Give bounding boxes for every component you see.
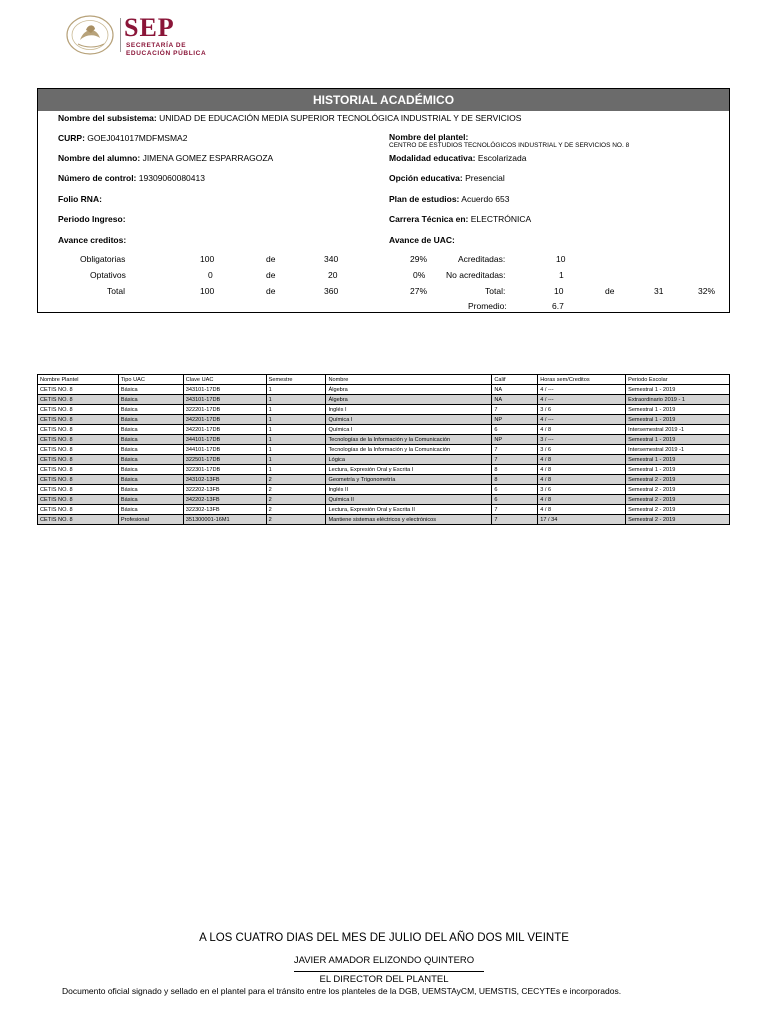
table-cell: Química I xyxy=(326,425,492,435)
table-cell: Semestral 1 - 2019 xyxy=(626,435,730,445)
signer-role: EL DIRECTOR DEL PLANTEL xyxy=(319,974,449,985)
plan-label: Plan de estudios: xyxy=(389,194,460,204)
table-cell: Semestral 2 - 2019 xyxy=(626,475,730,485)
table-cell: 342201-17DB xyxy=(183,415,266,425)
table-cell: 2 xyxy=(266,475,326,485)
periodo-field xyxy=(58,214,126,224)
table-cell: Básica xyxy=(118,405,183,415)
table-cell: 1 xyxy=(266,395,326,405)
table-cell: Álgebra xyxy=(326,385,492,395)
column-header: Horas sem/Creditos xyxy=(538,375,626,385)
table-header-row xyxy=(38,375,730,385)
table-row xyxy=(38,465,730,475)
table-cell: Química I xyxy=(326,415,492,425)
table-cell: 322202-13FB xyxy=(183,485,266,495)
control-label: Número de control: xyxy=(58,173,137,183)
table-cell: 4 / 8 xyxy=(538,465,626,475)
credits-row-value: 100 xyxy=(200,254,215,264)
table-row xyxy=(38,445,730,455)
table-body xyxy=(38,385,730,525)
table-cell: 3 / --- xyxy=(538,435,626,445)
table-cell: Tecnologías de la Información y la Comunicación xyxy=(326,435,492,445)
table-cell: Geometría y Trigonometría xyxy=(326,475,492,485)
table-cell: CETIS NO. 8 xyxy=(38,415,119,425)
table-cell: 6 xyxy=(492,425,538,435)
carrera-value: ELECTRÓNICA xyxy=(470,214,532,224)
promedio-value: 6.7 xyxy=(552,301,564,311)
table-cell: 4 / --- xyxy=(538,415,626,425)
table-cell: CETIS NO. 8 xyxy=(38,435,119,445)
table-cell: Intersemestral 2019 -1 xyxy=(626,425,730,435)
table-cell: CETIS NO. 8 xyxy=(38,505,119,515)
table-cell: Básica xyxy=(118,385,183,395)
sep-logo xyxy=(64,14,234,56)
carrera-label: Carrera Técnica en: xyxy=(389,214,469,224)
credits-row-pct: 29% xyxy=(410,254,428,264)
table-cell: 351300001-16M1 xyxy=(183,515,266,525)
opcion-field xyxy=(389,173,505,183)
table-cell: Semestral 1 - 2019 xyxy=(626,415,730,425)
table-cell: Química II xyxy=(326,495,492,505)
table-cell: 7 xyxy=(492,505,538,515)
folio-label: Folio RNA: xyxy=(58,194,102,204)
table-cell: Lectura, Expresión Oral y Escrita II xyxy=(326,505,492,515)
table-cell: Básica xyxy=(118,425,183,435)
table-row xyxy=(38,425,730,435)
table-cell: 342202-13FB xyxy=(183,495,266,505)
logo-subtitle-line-2: EDUCACIÓN PÚBLICA xyxy=(126,49,207,57)
credits-row-label: Optativos xyxy=(90,270,126,280)
table-row xyxy=(38,455,730,465)
table-cell: CETIS NO. 8 xyxy=(38,405,119,415)
curp-value: GOEJ041017MDFMSMA2 xyxy=(87,133,188,143)
modalidad-label: Modalidad educativa: xyxy=(389,153,476,163)
uac-row-value: 10 xyxy=(554,286,564,296)
table-cell: Extraordinario 2019 - 1 xyxy=(626,395,730,405)
credits-row-de: de xyxy=(266,286,276,296)
opcion-value: Presencial xyxy=(465,173,505,183)
table-cell: 1 xyxy=(266,455,326,465)
table-cell: Intersemestral 2019 -1 xyxy=(626,445,730,455)
table-cell: 322302-13FB xyxy=(183,505,266,515)
table-cell: 3 / 6 xyxy=(538,445,626,455)
table-cell: CETIS NO. 8 xyxy=(38,495,119,505)
uac-row-value: 10 xyxy=(556,254,566,264)
table-cell: Básica xyxy=(118,455,183,465)
column-header: Clave UAC xyxy=(183,375,266,385)
curp-label: CURP: xyxy=(58,133,85,143)
table-cell: Semestral 2 - 2019 xyxy=(626,485,730,495)
column-header: Nombre xyxy=(326,375,492,385)
table-cell: Semestral 2 - 2019 xyxy=(626,505,730,515)
table-cell: 7 xyxy=(492,515,538,525)
table-cell: CETIS NO. 8 xyxy=(38,445,119,455)
table-row xyxy=(38,475,730,485)
credits-row-label: Obligatorias xyxy=(80,254,126,264)
table-cell: 4 / 8 xyxy=(538,495,626,505)
table-cell: Semestral 1 - 2019 xyxy=(626,405,730,415)
table-cell: 1 xyxy=(266,405,326,415)
column-header: Nombre Plantel xyxy=(38,375,119,385)
carrera-field xyxy=(389,214,531,224)
opcion-label: Opción educativa: xyxy=(389,173,463,183)
uac-row-label: Total: xyxy=(485,286,506,296)
uac-row-de: de xyxy=(605,286,615,296)
table-cell: 1 xyxy=(266,445,326,455)
table-cell: CETIS NO. 8 xyxy=(38,455,119,465)
avance-uac-label: Avance de UAC: xyxy=(389,235,455,245)
table-cell: 2 xyxy=(266,505,326,515)
table-row xyxy=(38,435,730,445)
table-cell: 1 xyxy=(266,385,326,395)
credits-row-total: 360 xyxy=(324,286,339,296)
table-cell: Tecnologías de la Información y la Comunicación xyxy=(326,445,492,455)
issue-date: A LOS CUATRO DIAS DEL MES DE JULIO DEL AÑO DOS MIL VEINTE xyxy=(199,932,569,944)
table-cell: 4 / --- xyxy=(538,385,626,395)
table-cell: 17 / 34 xyxy=(538,515,626,525)
credits-row-de: de xyxy=(266,270,276,280)
table-row xyxy=(38,385,730,395)
table-cell: 7 xyxy=(492,455,538,465)
table-cell: CETIS NO. 8 xyxy=(38,385,119,395)
column-header: Periodo Escolar xyxy=(626,375,730,385)
plan-value: Acuerdo 653 xyxy=(461,194,510,204)
table-cell: NP xyxy=(492,415,538,425)
table-cell: Básica xyxy=(118,505,183,515)
table-row xyxy=(38,395,730,405)
mexican-coat-of-arms-icon xyxy=(64,14,118,56)
table-cell: 3 / 6 xyxy=(538,405,626,415)
credits-row-label: Total xyxy=(107,286,125,296)
signature-line xyxy=(294,971,484,972)
table-cell: NA xyxy=(492,385,538,395)
table-cell: 322201-17DB xyxy=(183,405,266,415)
table-cell: 343101-17DB xyxy=(183,385,266,395)
table-cell: Semestral 2 - 2019 xyxy=(626,495,730,505)
credits-row-pct: 27% xyxy=(410,286,428,296)
credits-row-total: 20 xyxy=(328,270,338,280)
uac-row-total: 31 xyxy=(654,286,664,296)
table-cell: 8 xyxy=(492,465,538,475)
table-cell: 7 xyxy=(492,445,538,455)
table-cell: CETIS NO. 8 xyxy=(38,475,119,485)
credits-row-total: 340 xyxy=(324,254,339,264)
plantel-field xyxy=(389,132,468,142)
table-row xyxy=(38,495,730,505)
table-cell: Profesional xyxy=(118,515,183,525)
table-cell: Semestral 2 - 2019 xyxy=(626,515,730,525)
control-value: 19309060080413 xyxy=(138,173,205,183)
table-row xyxy=(38,415,730,425)
table-cell: Básica xyxy=(118,475,183,485)
table-cell: 7 xyxy=(492,405,538,415)
table-cell: 2 xyxy=(266,515,326,525)
academic-record-box xyxy=(37,88,730,313)
logo-subtitle-line-1: SECRETARÍA DE xyxy=(126,42,187,49)
table-cell: 2 xyxy=(266,495,326,505)
avance-creditos-label: Avance creditos: xyxy=(58,235,127,245)
plantel-label: Nombre del plantel: xyxy=(389,132,469,142)
column-header: Semestre xyxy=(266,375,326,385)
credits-row-value: 0 xyxy=(208,270,213,280)
table-cell: CETIS NO. 8 xyxy=(38,425,119,435)
table-cell: Álgebra xyxy=(326,395,492,405)
table-row xyxy=(38,515,730,525)
table-cell: Básica xyxy=(118,445,183,455)
table-cell: Semestral 1 - 2019 xyxy=(626,385,730,395)
periodo-label: Periodo Ingreso: xyxy=(58,214,126,224)
record-title: HISTORIAL ACADÉMICO xyxy=(38,89,729,111)
table-cell: Básica xyxy=(118,435,183,445)
table-cell: 344101-17DB xyxy=(183,445,266,455)
table-cell: Semestral 1 - 2019 xyxy=(626,465,730,475)
table-row xyxy=(38,485,730,495)
table-cell: NA xyxy=(492,395,538,405)
table-cell: 2 xyxy=(266,485,326,495)
plan-field xyxy=(389,194,509,204)
table-cell: 343101-17DB xyxy=(183,395,266,405)
table-cell: Básica xyxy=(118,465,183,475)
legal-note: Documento oficial signado y sellado en el plantel para el tránsito entre los planteles de la DGB, UEMSTAyCM, UEMSTIS, CECYTEs e incorporados. xyxy=(62,986,622,996)
uac-row-label: No acreditadas: xyxy=(446,270,506,280)
curp-field xyxy=(58,133,187,143)
table-cell: 343102-13FB xyxy=(183,475,266,485)
subjects-table xyxy=(37,374,730,525)
table-cell: 322301-17DB xyxy=(183,465,266,475)
table-cell: 1 xyxy=(266,465,326,475)
table-cell: CETIS NO. 8 xyxy=(38,395,119,405)
table-cell: 342201-17DB xyxy=(183,425,266,435)
table-cell: CETIS NO. 8 xyxy=(38,465,119,475)
table-cell: Mantiene sistemas eléctricos y electrónicos xyxy=(326,515,492,525)
subsistema-field xyxy=(58,113,521,123)
table-cell: 1 xyxy=(266,415,326,425)
uac-row-label: Acreditadas: xyxy=(458,254,506,264)
column-header: Calif xyxy=(492,375,538,385)
table-row xyxy=(38,405,730,415)
table-cell: 1 xyxy=(266,435,326,445)
table-cell: 6 xyxy=(492,485,538,495)
logo-title: SEP xyxy=(124,13,175,42)
plantel-value: CENTRO DE ESTUDIOS TECNOLÓGICOS INDUSTRIAL Y DE SERVICIOS NO. 8 xyxy=(389,142,630,149)
table-cell: 4 / 8 xyxy=(538,475,626,485)
table-cell: Básica xyxy=(118,495,183,505)
credits-row-pct: 0% xyxy=(413,270,426,280)
logo-divider xyxy=(120,18,121,52)
alumno-label: Nombre del alumno: xyxy=(58,153,141,163)
alumno-field xyxy=(58,153,273,163)
table-cell: 3 / 6 xyxy=(538,485,626,495)
uac-row-value: 1 xyxy=(559,270,564,280)
table-cell: 4 / --- xyxy=(538,395,626,405)
table-cell: Lógica xyxy=(326,455,492,465)
uac-row-pct: 32% xyxy=(698,286,716,296)
table-cell: 322501-17DB xyxy=(183,455,266,465)
table-cell: CETIS NO. 8 xyxy=(38,515,119,525)
column-header: Tipo UAC xyxy=(118,375,183,385)
table-cell: Lectura, Expresión Oral y Escrita I xyxy=(326,465,492,475)
table-cell: Básica xyxy=(118,395,183,405)
modalidad-field xyxy=(389,153,526,163)
table-cell: Básica xyxy=(118,415,183,425)
table-cell: 4 / 8 xyxy=(538,425,626,435)
subsistema-value: UNIDAD DE EDUCACIÓN MEDIA SUPERIOR TECNOLÓGICA INDUSTRIAL Y DE SERVICIOS xyxy=(159,113,522,123)
logo-subtitle xyxy=(126,42,206,57)
signer-name: JAVIER AMADOR ELIZONDO QUINTERO xyxy=(293,955,475,966)
table-cell: 344101-17DB xyxy=(183,435,266,445)
table-cell: Inglés I xyxy=(326,405,492,415)
credits-row-de: de xyxy=(266,254,276,264)
table-cell: CETIS NO. 8 xyxy=(38,485,119,495)
table-cell: 6 xyxy=(492,495,538,505)
table-cell: 4 / 8 xyxy=(538,505,626,515)
alumno-value: JIMENA GOMEZ ESPARRAGOZA xyxy=(142,153,274,163)
control-field xyxy=(58,173,205,183)
subsistema-label: Nombre del subsistema: xyxy=(58,113,157,123)
credits-row-value: 100 xyxy=(200,286,215,296)
table-cell: 4 / 8 xyxy=(538,455,626,465)
table-cell: 1 xyxy=(266,425,326,435)
table-cell: NP xyxy=(492,435,538,445)
table-cell: Básica xyxy=(118,485,183,495)
table-row xyxy=(38,505,730,515)
table-cell: Inglés II xyxy=(326,485,492,495)
modalidad-value: Escolarizada xyxy=(477,153,527,163)
promedio-label: Promedio: xyxy=(468,301,507,311)
folio-field xyxy=(58,194,102,204)
table-cell: 8 xyxy=(492,475,538,485)
table-cell: Semestral 1 - 2019 xyxy=(626,455,730,465)
